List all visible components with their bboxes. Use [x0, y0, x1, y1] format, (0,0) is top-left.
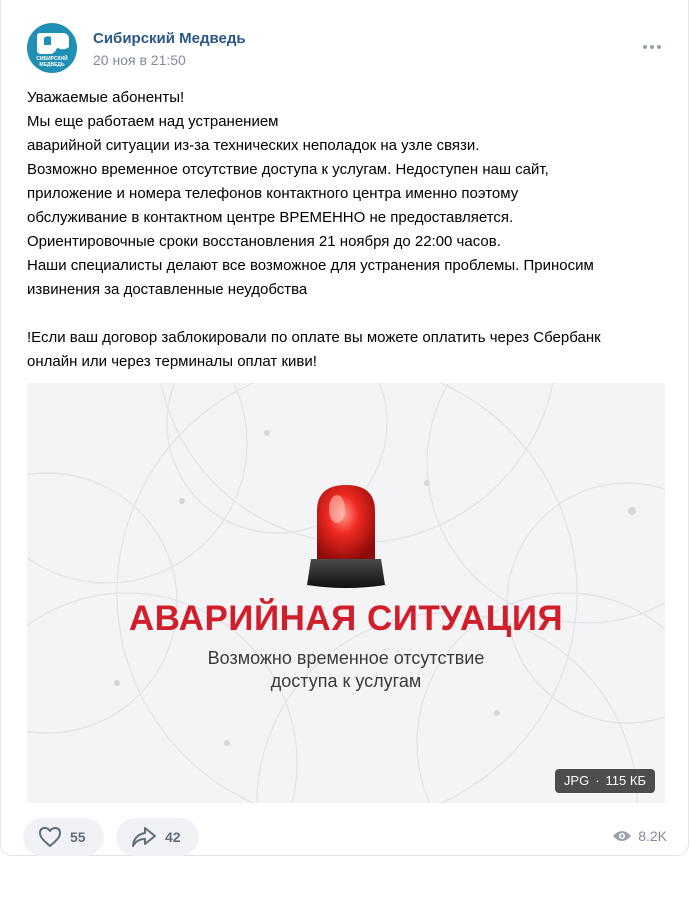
post-header — [27, 23, 667, 77]
like-count: 55 — [70, 829, 86, 845]
siren-icon — [305, 481, 387, 591]
photo-subtitle — [27, 647, 665, 693]
more-button[interactable] — [639, 37, 665, 57]
file-size: 115 КБ — [605, 773, 646, 788]
photo-subtitle-line: Возможно временное отсутствие — [207, 648, 485, 668]
post-text-line: Возможно временное отсутствие доступа к услугам. Недоступен наш сайт, — [27, 161, 549, 178]
post-text-line: Ориентировочные сроки восстановления 21 ноября до 22:00 часов. — [27, 233, 501, 250]
post-text-line: извинения за доставленные неудобства — [27, 281, 308, 298]
post-photo[interactable] — [27, 383, 665, 803]
post-text-line: !Если ваш договор заблокировали по оплате вы можете оплатить через Сбербанк — [27, 329, 601, 346]
like-button[interactable] — [23, 818, 104, 856]
eye-icon — [612, 829, 632, 843]
post-text-line: Мы еще работаем над устранением — [27, 113, 279, 130]
post-text-line: Наши специалисты делают все возможное для устранения проблемы. Приносим — [27, 257, 594, 274]
photo-title: АВАРИЙНАЯ СИТУАЦИЯ — [128, 599, 564, 638]
post-text-line: обслуживание в контактном центре ВРЕМЕННО не предоставляется. — [27, 209, 514, 226]
share-button[interactable] — [116, 818, 199, 856]
heart-icon — [38, 826, 62, 848]
background-pattern — [27, 383, 665, 803]
post-text-line: приложение и номера телефонов контактного центра именно поэтому — [27, 185, 519, 202]
post-date[interactable]: 20 ноя в 21:50 — [93, 52, 186, 68]
avatar[interactable] — [27, 23, 77, 73]
photo-subtitle-line: доступа к услугам — [270, 671, 422, 691]
file-info-badge — [555, 769, 655, 793]
avatar-logo-text: СИБИРСКИЙ МЕДВЕДЬ — [36, 56, 68, 68]
paragraph-gap — [27, 302, 672, 326]
post-text-line: онлайн или через терминалы оплат киви! — [27, 353, 317, 370]
post-text-line: Уважаемые абоненты! — [27, 89, 185, 106]
views-counter — [612, 828, 667, 844]
author-name[interactable]: Сибирский Медведь — [93, 30, 246, 47]
more-horizontal-icon — [642, 44, 662, 50]
share-count: 42 — [165, 829, 181, 845]
share-arrow-icon — [131, 826, 157, 848]
post-text-line: аварийной ситуации из-за технических неполадок на узле связи. — [27, 137, 480, 154]
views-count: 8.2K — [638, 828, 667, 844]
separator-dot: · — [595, 773, 600, 788]
post-footer — [23, 818, 667, 856]
file-format: JPG — [563, 773, 590, 788]
post-text — [27, 86, 672, 374]
